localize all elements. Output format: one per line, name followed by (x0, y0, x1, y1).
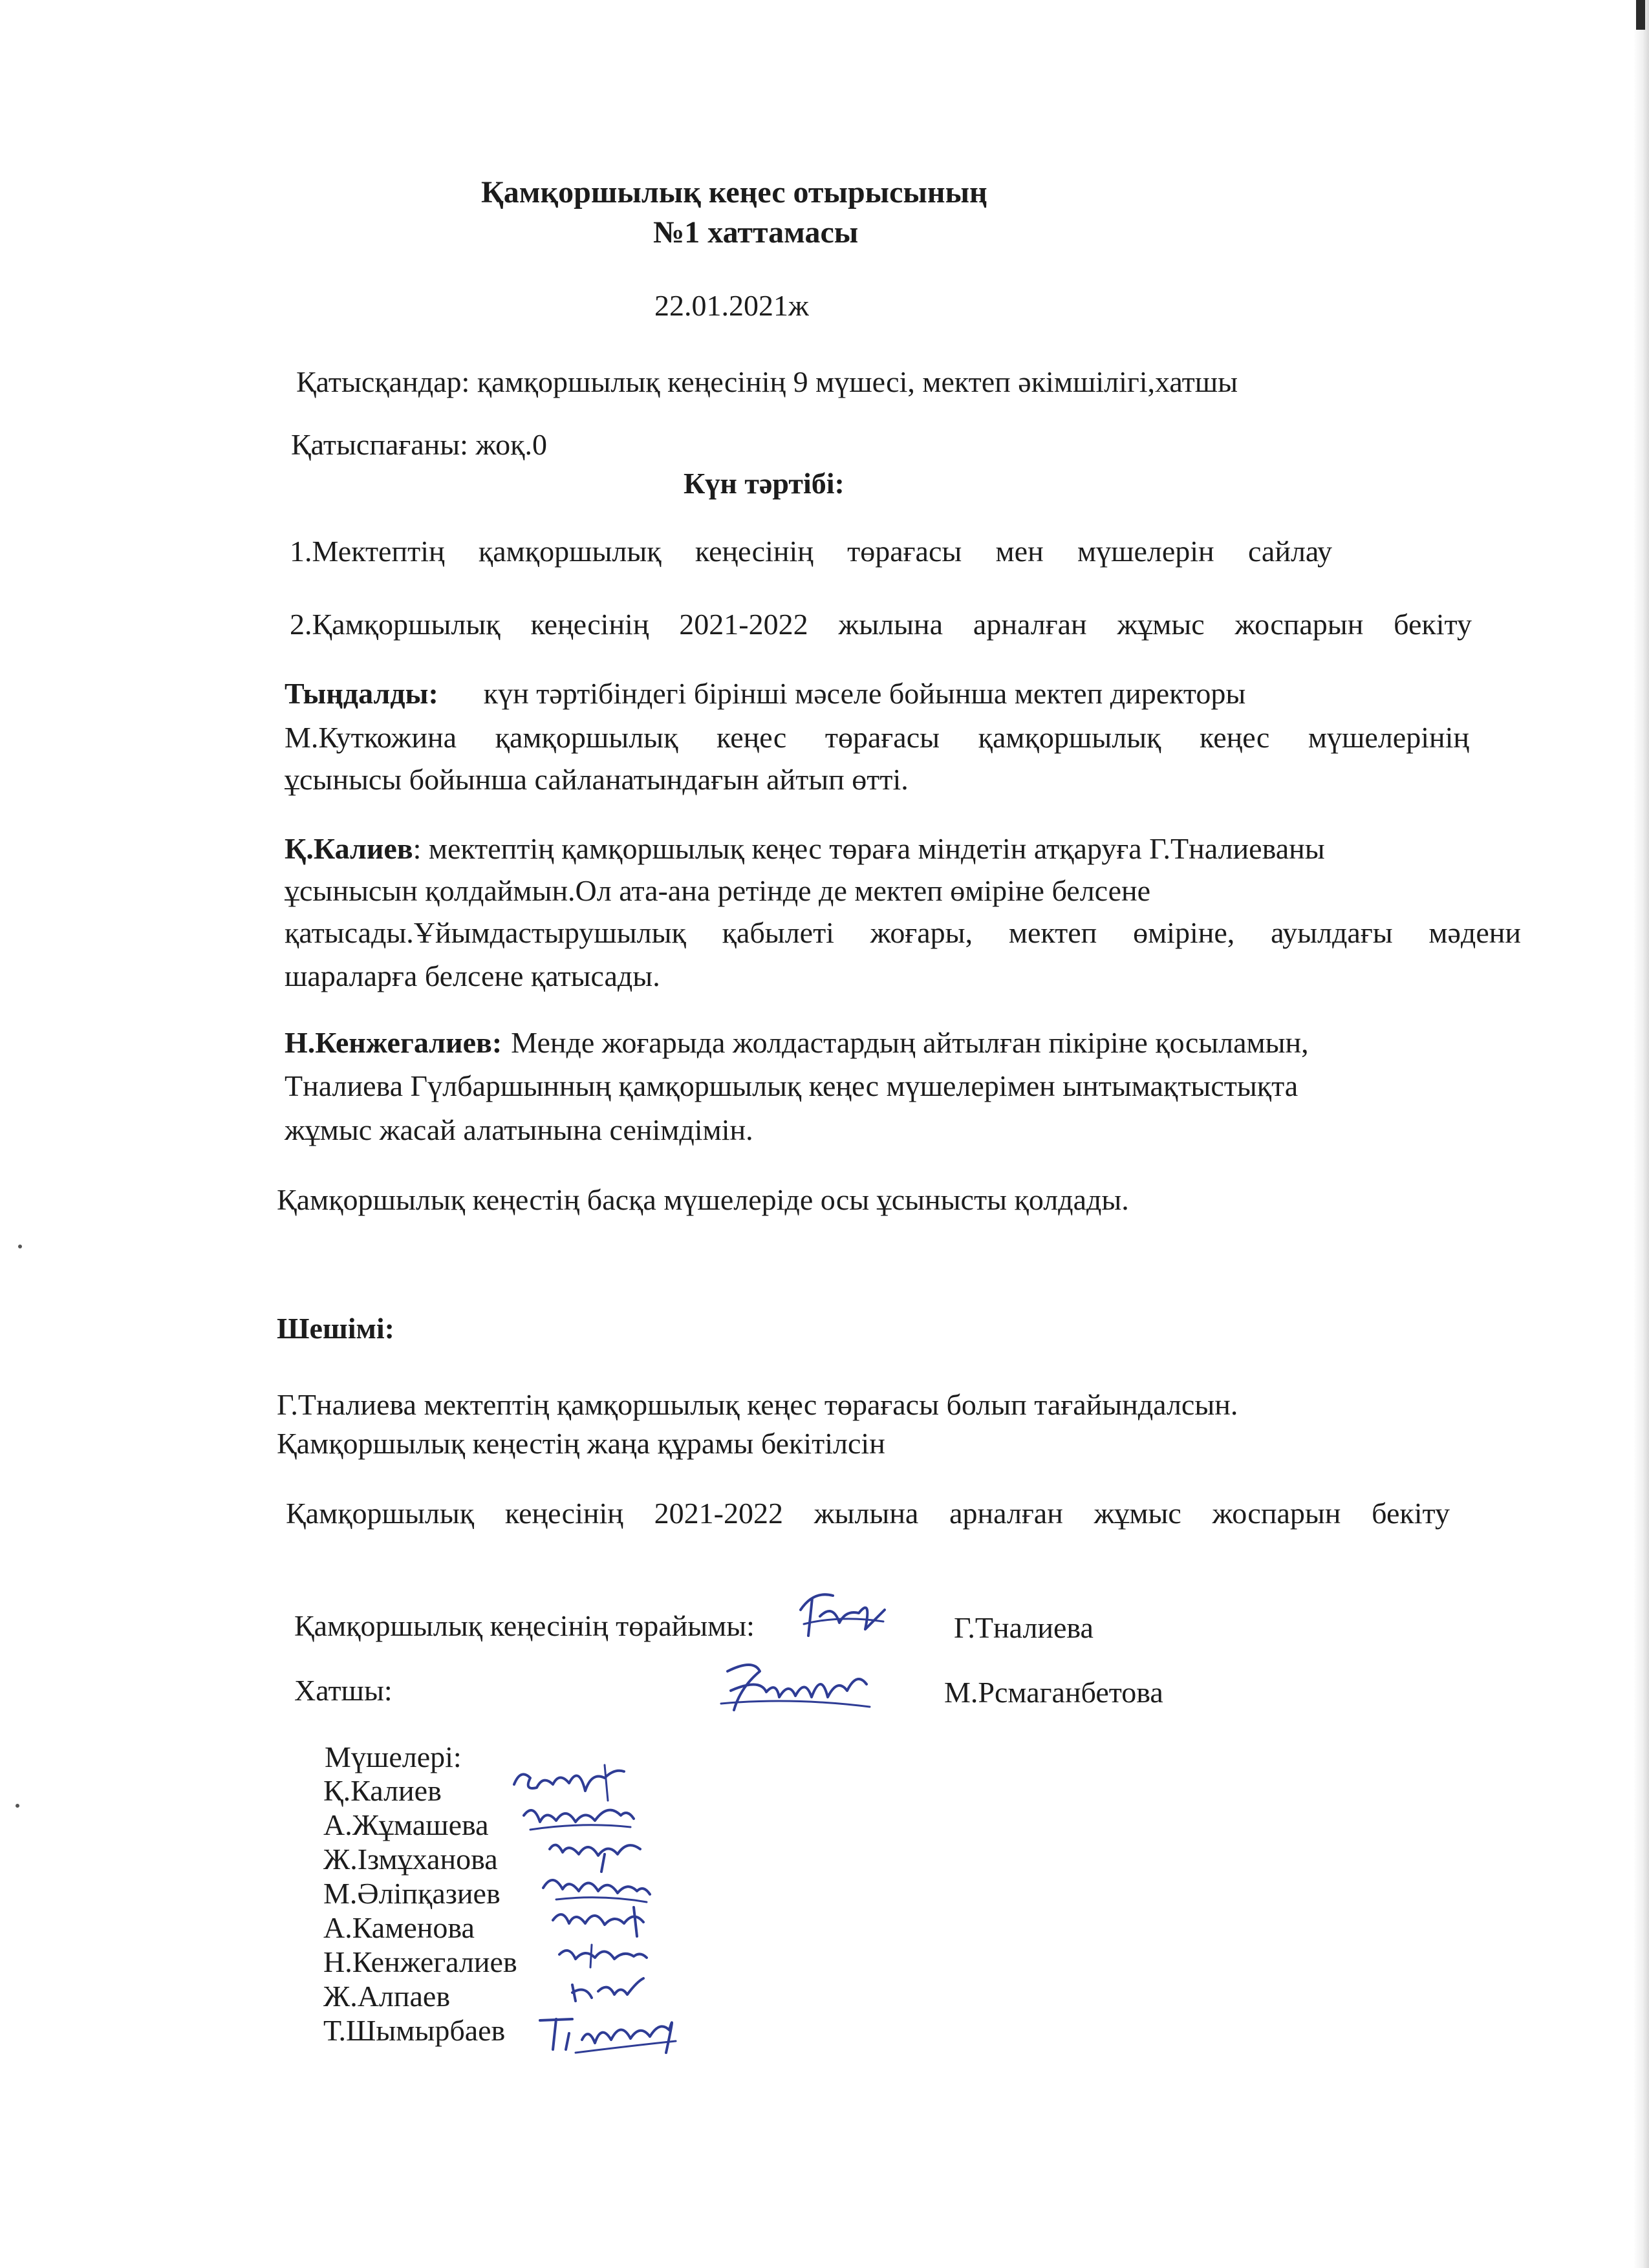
member-name: Н.Кенжегалиев (323, 1945, 517, 1978)
member-name: Ж.Ізмұханова (323, 1843, 498, 1876)
speech-kenzhegaliev-text: Менде жоғарыда жолдастардың айтылған пікіріне қосыламын, (511, 1026, 1309, 1059)
document-title: Қамқоршылық кеңес отырысының (481, 175, 987, 209)
agenda-heading: Күн тәртібі: (684, 467, 845, 500)
agenda-item-1: 1.Мектептің қамқоршылық кеңесінің төрағасы мен мүшелерін сайлау (290, 535, 1332, 568)
document-number: №1 хаттамасы (653, 215, 859, 250)
speech-kaliev-line-1 (285, 834, 1498, 864)
speaker-kaliev: Қ.Калиев (285, 832, 413, 865)
heard-text: күн тәртібіндегі бірінші мәселе бойынша мектеп директоры (483, 677, 1246, 710)
heard-line-2: М.Куткожина қамқоршылық кеңес төрағасы қамқоршылық кеңес мүшелерінің (285, 721, 1469, 754)
member-name: Т.Шымырбаев (323, 2014, 506, 2047)
scan-edge-shadow (1633, 0, 1649, 2268)
decision-line-1: Г.Тналиева мектептің қамқоршылық кеңес төрағасы болып тағайындалсын. (277, 1388, 1238, 1421)
heard-line-1 (285, 679, 1245, 709)
members-heading: Мүшелері: (325, 1740, 462, 1773)
scan-speck (16, 1804, 19, 1808)
attendees-line: Қатысқандар: қамқоршылық кеңесінің 9 мүшесі, мектеп әкімшілігі,хатшы (296, 365, 1238, 398)
speech-kaliev-line-4: шараларға белсене қатысады. (285, 959, 660, 992)
decision-line-3: Қамқоршылық кеңесінің 2021-2022 жылына арналған жұмыс жоспарын бекіту (286, 1497, 1450, 1530)
member-name: Қ.Калиев (323, 1774, 442, 1807)
decision-line-2: Қамқоршылық кеңестің жаңа құрамы бекітілсін (277, 1427, 885, 1460)
speech-kaliev-line-2: ұсынысын қолдаймын.Ол ата-ана ретінде де мектеп өміріне белсене (285, 874, 1151, 907)
speech-kenzhegaliev-line-3: жұмыс жасай алатынына сенімдімін. (285, 1113, 753, 1146)
chair-signature (794, 1584, 891, 1649)
speech-kenzhegaliev-line-2: Тналиева Гүлбаршынның қамқоршылық кеңес мүшелерімен ынтымақтыстықта (285, 1069, 1299, 1102)
member-name: Ж.Алпаев (323, 1980, 451, 2013)
speech-kaliev-text: : мектептің қамқоршылық кеңес төраға міндетін атқаруға Г.Тналиеваны (413, 832, 1325, 865)
secretary-name: М.Рсмаганбетова (944, 1676, 1163, 1709)
member-signature (530, 1995, 685, 2072)
chair-label: Қамқоршылық кеңесінің төрайымы: (294, 1609, 755, 1642)
agenda-item-2: 2.Қамқоршылық кеңесінің 2021-2022 жылына арналған жұмыс жоспарын бекіту (290, 608, 1472, 641)
secretary-signature (715, 1652, 876, 1729)
member-name: А.Каменова (323, 1911, 475, 1944)
support-line: Қамқоршылық кеңестің басқа мүшелеріде осы ұсынысты қолдады. (277, 1183, 1129, 1216)
speech-kaliev-line-3: қатысады.Ұйымдастырушылық қабылеті жоғары, мектеп өміріне, ауылдағы мәдени (285, 916, 1521, 949)
decision-heading: Шешімі: (277, 1312, 394, 1345)
speaker-kenzhegaliev: Н.Кенжегалиев: (285, 1026, 502, 1059)
chair-name: Г.Тналиева (954, 1611, 1094, 1644)
scan-corner-mark (1636, 0, 1645, 30)
member-name: А.Жұмашева (323, 1808, 489, 1841)
document-date: 22.01.2021ж (654, 289, 809, 322)
heard-line-3: ұсынысы бойынша сайланатындағын айтып өтті. (285, 763, 909, 796)
secretary-label: Хатшы: (294, 1674, 393, 1707)
heard-label: Тыңдалды: (285, 677, 438, 710)
scan-speck (18, 1245, 22, 1248)
member-name: М.Әліпқазиев (323, 1877, 501, 1910)
absent-line: Қатыспағаны: жоқ.0 (291, 428, 547, 461)
speech-kenzhegaliev-line-1 (285, 1028, 1309, 1058)
